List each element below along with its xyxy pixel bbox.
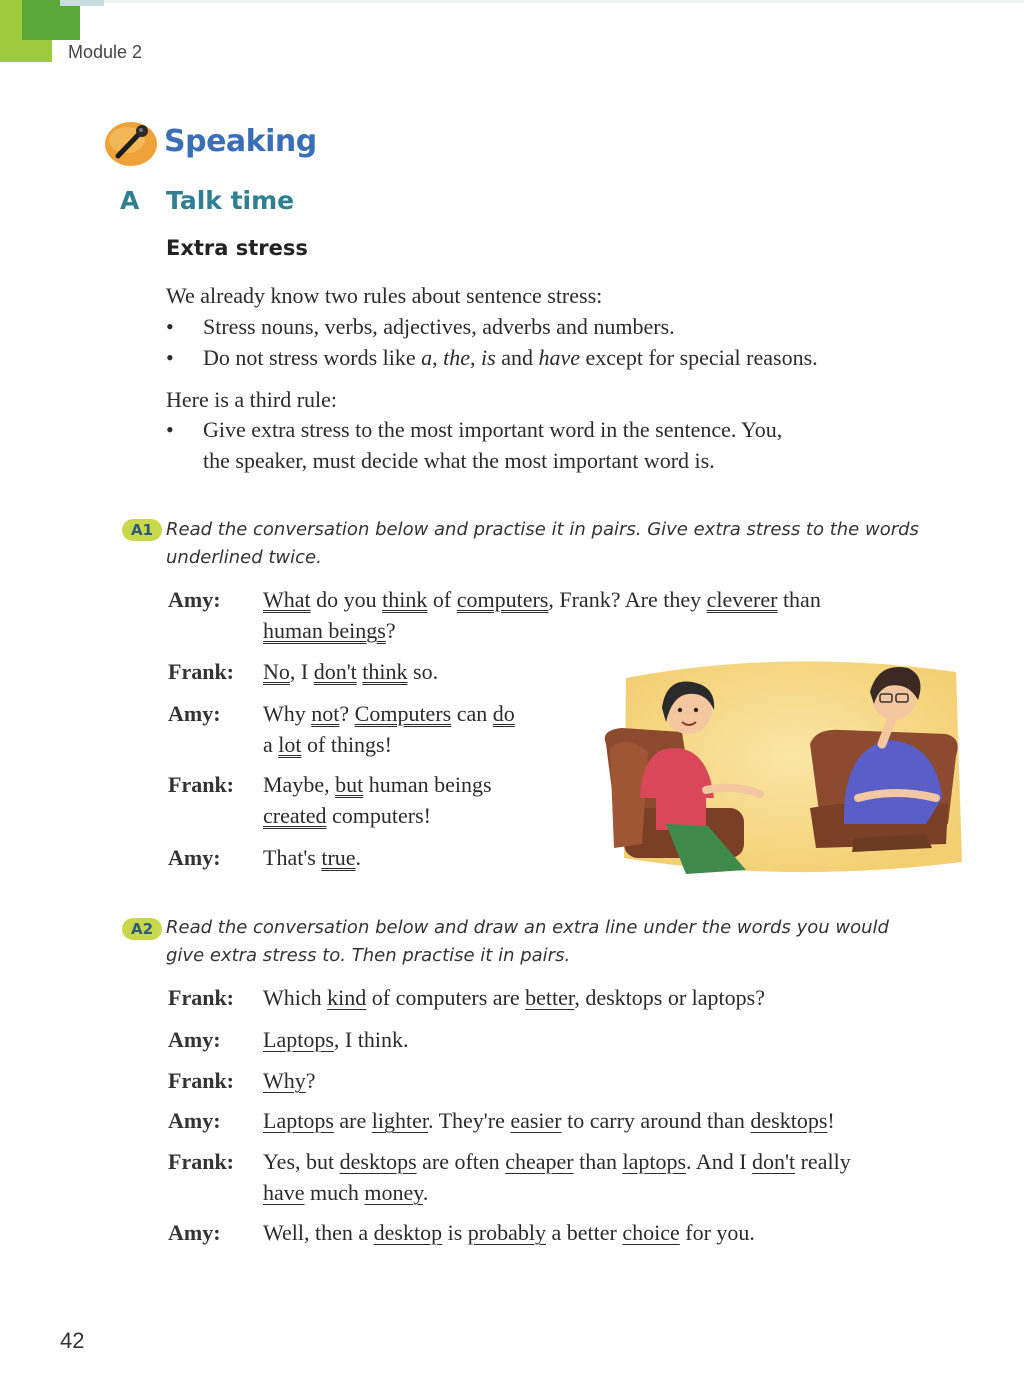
dialogue-line: Amy: Laptops are lighter. They're easier to carry around than desktops! [168, 1105, 998, 1136]
bullet-icon: • [166, 345, 174, 370]
module-label: Module 2 [68, 42, 143, 62]
section-title: Talk time [166, 186, 295, 215]
intro-text: We already know two rules about sentence stress: [166, 283, 603, 308]
subsection-title: Extra stress [166, 236, 308, 260]
third-rule-intro: Here is a third rule: [166, 387, 338, 412]
speaker-name: Amy: [168, 1220, 221, 1245]
dialogue-line: Frank: Maybe, but human beings created computers! [168, 769, 598, 831]
rule-text: Do not stress words like a, the, is and have except for special reasons. [203, 345, 818, 370]
conversation-illustration [596, 648, 968, 882]
speaker-name: Frank: [168, 772, 234, 797]
dialogue-line: Amy: What do you think of computers, Frank? Are they cleverer than human beings? [168, 584, 968, 646]
speaker-name: Amy: [168, 845, 221, 870]
dialogue-line: Frank: No, I don't think so. [168, 656, 598, 687]
microphone-icon [103, 116, 159, 168]
speaker-name: Frank: [168, 1068, 234, 1093]
rule-text: Give extra stress to the most important word in the sentence. You, the speaker, must decide what the most important word is. [203, 417, 783, 473]
rule-item [166, 311, 996, 342]
dialogue-line: Frank: Yes, but desktops are often cheaper than laptops. And I don't really have much money. [168, 1146, 998, 1208]
speaking-heading: Speaking [164, 124, 317, 159]
speaker-name: Frank: [168, 659, 234, 684]
speaker-name: Frank: [168, 985, 234, 1010]
page-number: 42 [60, 1328, 85, 1353]
section-letter: A [120, 186, 140, 215]
speaker-name: Amy: [168, 1027, 221, 1052]
dialogue-line: Amy: That's true. [168, 842, 598, 873]
task-badge-a2: A2 [122, 918, 162, 940]
speaker-name: Amy: [168, 1108, 221, 1133]
dialogue-line: Frank: Why? [168, 1065, 988, 1096]
speaker-name: Amy: [168, 587, 221, 612]
dialogue-line: Amy: Well, then a desktop is probably a better choice for you. [168, 1217, 998, 1248]
rule-item [166, 342, 996, 373]
a1-instruction: Read the conversation below and practise it in pairs. Give extra stress to the words underlined twice. [166, 519, 919, 568]
a2-instruction: Read the conversation below and draw an extra line under the words you would give extra stress to. Then practise it in pairs. [166, 917, 889, 966]
speaker-name: Amy: [168, 701, 221, 726]
top-border [104, 0, 1024, 3]
rule-item [166, 414, 996, 476]
task-badge-a1: A1 [122, 519, 162, 541]
bullet-icon: • [166, 314, 174, 339]
dialogue-line: Amy: Laptops, I think. [168, 1024, 988, 1055]
rule-text: Stress nouns, verbs, adjectives, adverbs and numbers. [203, 314, 675, 339]
speaker-name: Frank: [168, 1149, 234, 1174]
bullet-icon: • [166, 417, 174, 442]
dialogue-line: Frank: Which kind of computers are better, desktops or laptops? [168, 982, 988, 1013]
dialogue-line: Amy: Why not? Computers can do a lot of things! [168, 698, 598, 760]
